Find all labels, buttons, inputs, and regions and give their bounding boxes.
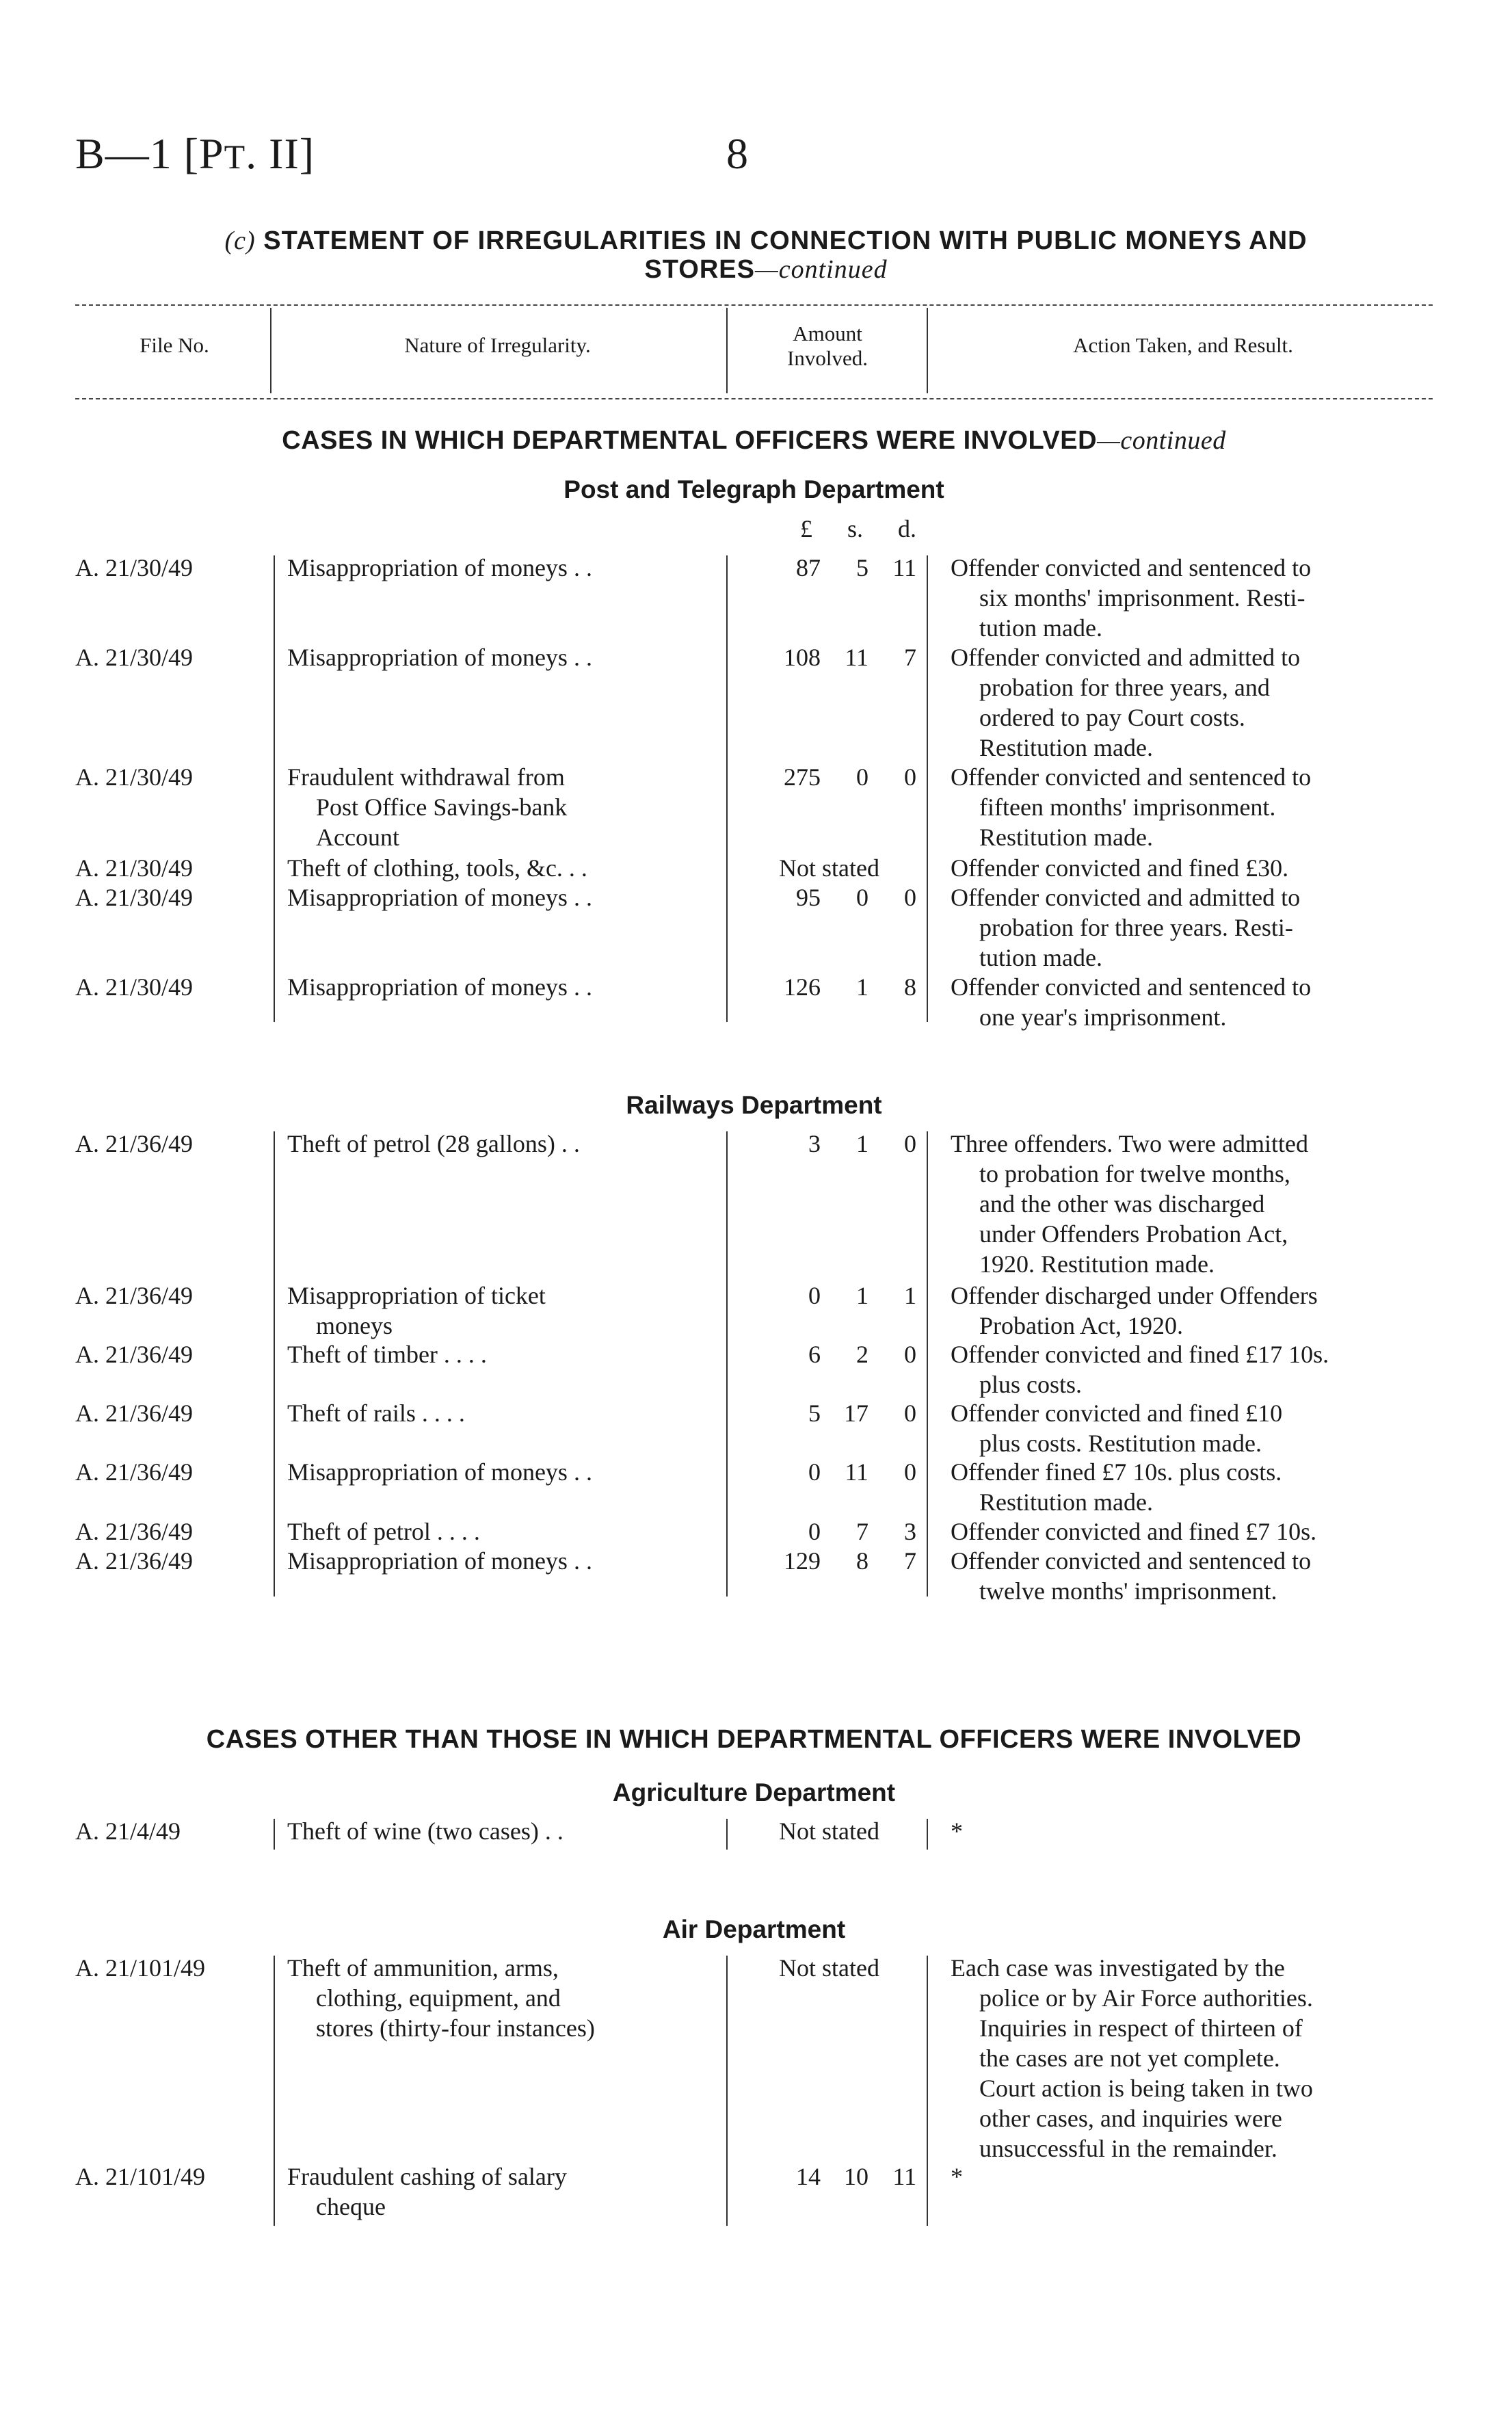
action-taken (951, 2161, 1436, 2192)
amount-involved (742, 1280, 916, 1311)
action-line: Offender convicted and fined £7 10s. (951, 1518, 1317, 1545)
action-line: * (951, 2163, 963, 2190)
action-line: police or by Air Force authorities. (979, 1984, 1313, 2012)
irregularity-nature (287, 1953, 711, 2043)
action-line: Court action is being taken in two (979, 2075, 1313, 2102)
amount-pence: 1 (904, 1282, 916, 1309)
irregularity-nature (287, 1280, 711, 1341)
amount-involved (742, 1516, 916, 1547)
column-divider (927, 308, 928, 393)
irregularity-nature (287, 853, 711, 883)
action-line: ordered to pay Court costs. (979, 704, 1245, 731)
nature-line: Theft of petrol (28 gallons) . . (287, 1130, 580, 1157)
column-header-amount: Amount Involved. (787, 321, 868, 370)
nature-line: Account (316, 824, 399, 851)
action-line: Three offenders. Two were admitted (951, 1130, 1308, 1157)
nature-line: moneys (316, 1312, 393, 1339)
amount-pounds: 108 (784, 644, 821, 671)
amount-lsd (759, 1339, 916, 1369)
amount-lsd (759, 1546, 916, 1576)
department-heading-agriculture: Agriculture Department (612, 1778, 896, 1806)
amount-pence: 0 (904, 1399, 916, 1427)
action-line: Restitution made. (979, 734, 1153, 761)
action-line: under Offenders Probation Act, (979, 1220, 1288, 1248)
amount-involved (742, 553, 916, 583)
action-line: the cases are not yet complete. (979, 2045, 1280, 2072)
amount-lsd (759, 2161, 916, 2192)
department-heading-railways: Railways Department (626, 1091, 882, 1119)
column-header-action: Action Taken, and Result. (1073, 333, 1293, 357)
column-divider (726, 555, 728, 1022)
amount-shillings: 5 (856, 554, 868, 581)
action-line: twelve months' imprisonment. (979, 1577, 1277, 1605)
action-taken (951, 1953, 1436, 2164)
nature-line: Misappropriation of moneys . . (287, 644, 592, 671)
nature-line: Theft of rails . . . . (287, 1399, 465, 1427)
amount-involved (742, 762, 916, 792)
action-taken (951, 853, 1436, 883)
action-line: probation for three years, and (979, 674, 1270, 701)
amount-pounds: 14 (796, 2163, 821, 2190)
amount-shillings: 0 (856, 884, 868, 911)
action-line: Offender discharged under Offenders (951, 1282, 1318, 1309)
amount-involved (742, 642, 916, 672)
amount-pence: 7 (904, 1547, 916, 1575)
action-line: tution made. (979, 614, 1102, 642)
action-line: Offender convicted and sentenced to (951, 763, 1312, 791)
action-line: tution made. (979, 944, 1102, 971)
irregularity-nature (287, 972, 711, 1002)
irregularity-nature (287, 762, 711, 852)
amount-involved (742, 972, 916, 1002)
nature-line: Theft of timber . . . . (287, 1341, 487, 1368)
action-line: Inquiries in respect of thirteen of (979, 2014, 1303, 2042)
nature-line: Misappropriation of ticket (287, 1282, 546, 1309)
file-number: A. 21/36/49 (75, 1399, 194, 1427)
irregularity-nature (287, 553, 711, 583)
amount-involved (742, 1457, 916, 1487)
action-line: Offender convicted and sentenced to (951, 973, 1312, 1001)
nature-line: Fraudulent cashing of salary (287, 2163, 567, 2190)
nature-line: Theft of petrol . . . . (287, 1518, 480, 1545)
amount-pence: 8 (904, 973, 916, 1001)
irregularity-nature (287, 1398, 711, 1428)
irregularity-nature (287, 1339, 711, 1369)
pence-label: d. (897, 515, 916, 542)
amount-pounds: 95 (796, 884, 821, 911)
amount-involved (742, 1339, 916, 1369)
file-number: A. 21/30/49 (75, 554, 194, 581)
header-rule-bottom (75, 398, 1433, 399)
column-divider (274, 555, 275, 1022)
amount-pounds: 5 (808, 1399, 821, 1427)
action-line: Offender convicted and sentenced to (951, 1547, 1312, 1575)
amount-shillings: 1 (856, 973, 868, 1001)
amount-pence: 0 (904, 1341, 916, 1368)
amount-pence: 3 (904, 1518, 916, 1545)
column-divider (927, 1956, 928, 2226)
nature-line: Misappropriation of moneys . . (287, 1547, 592, 1575)
action-line: Each case was investigated by the (951, 1954, 1285, 1982)
amount-shillings: 2 (856, 1341, 868, 1368)
action-line: plus costs. (979, 1371, 1083, 1398)
column-divider (927, 1131, 928, 1596)
nature-line: cheque (316, 2193, 386, 2220)
action-line: Offender fined £7 10s. plus costs. (951, 1458, 1282, 1486)
amount-pounds: 0 (808, 1458, 821, 1486)
irregularity-nature (287, 642, 711, 672)
amount-pounds: 0 (808, 1282, 821, 1309)
action-line: other cases, and inquiries were (979, 2105, 1282, 2132)
section-heading-departmental: CASES IN WHICH DEPARTMENTAL OFFICERS WERE INVOLVED—continued (282, 426, 1226, 455)
nature-line: Post Office Savings-bank (316, 793, 568, 821)
amount-involved (742, 1546, 916, 1576)
action-line: Restitution made. (979, 824, 1153, 851)
action-line: fifteen months' imprisonment. (979, 793, 1276, 821)
amount-pence: 7 (904, 644, 916, 671)
amount-involved (742, 882, 916, 912)
header-rule-top (75, 304, 1433, 306)
amount-lsd (759, 762, 916, 792)
amount-pounds: 275 (784, 763, 821, 791)
section-heading-other: CASES OTHER THAN THOSE IN WHICH DEPARTMENTAL OFFICERS WERE INVOLVED (206, 1725, 1302, 1754)
amount-lsd (759, 553, 916, 583)
amount-shillings: 1 (856, 1282, 868, 1309)
nature-line: Theft of wine (two cases) . . (287, 1817, 563, 1845)
amount-pounds: 129 (784, 1547, 821, 1575)
action-taken (951, 1280, 1436, 1341)
nature-line: Misappropriation of moneys . . (287, 554, 592, 581)
column-header-nature: Nature of Irregularity. (404, 333, 591, 357)
amount-lsd (759, 882, 916, 912)
nature-line: Fraudulent withdrawal from (287, 763, 565, 791)
action-line: Probation Act, 1920. (979, 1312, 1183, 1339)
action-taken (951, 1516, 1436, 1547)
file-number: A. 21/36/49 (75, 1547, 194, 1575)
amount-shillings: 11 (845, 644, 868, 671)
amount-shillings: 11 (845, 1458, 868, 1486)
action-taken (951, 553, 1436, 643)
amount-pounds: 0 (808, 1518, 821, 1545)
file-number: A. 21/36/49 (75, 1130, 194, 1157)
column-divider (274, 1819, 275, 1850)
file-number: A. 21/30/49 (75, 644, 194, 671)
action-line: six months' imprisonment. Resti- (979, 584, 1305, 612)
irregularity-nature (287, 1129, 711, 1159)
action-taken (951, 1816, 1436, 1846)
action-line: Offender convicted and admitted to (951, 644, 1301, 671)
irregularity-nature (287, 1457, 711, 1487)
action-line: to probation for twelve months, (979, 1160, 1290, 1187)
action-line: Offender convicted and fined £10 (951, 1399, 1283, 1427)
department-heading-air: Air Department (662, 1915, 846, 1943)
amount-involved: Not stated (779, 1954, 879, 1982)
amount-pence: 0 (904, 763, 916, 791)
action-line: plus costs. Restitution made. (979, 1430, 1262, 1457)
amount-pence: 11 (892, 2163, 916, 2190)
amount-lsd (759, 1129, 916, 1159)
shilling-label: s. (847, 515, 863, 542)
nature-line: clothing, equipment, and (316, 1984, 561, 2012)
action-line: one year's imprisonment. (979, 1003, 1227, 1031)
amount-pounds: 87 (796, 554, 821, 581)
action-taken (951, 972, 1436, 1032)
column-header-file: File No. (140, 333, 209, 357)
action-line: Offender convicted and sentenced to (951, 554, 1312, 581)
amount-involved (742, 1398, 916, 1428)
amount-involved: Not stated (779, 1817, 879, 1845)
file-number: A. 21/4/49 (75, 1817, 181, 1845)
column-divider (726, 1131, 728, 1596)
file-number: A. 21/36/49 (75, 1341, 194, 1368)
column-divider (274, 1131, 275, 1596)
action-taken (951, 1457, 1436, 1517)
amount-pence: 0 (904, 1130, 916, 1157)
file-number: A. 21/36/49 (75, 1282, 194, 1309)
amount-pence: 0 (904, 884, 916, 911)
nature-line: Theft of ammunition, arms, (287, 1954, 559, 1982)
column-divider (274, 1956, 275, 2226)
amount-pounds: 126 (784, 973, 821, 1001)
document-reference: B—1 [PT. II] (75, 129, 315, 178)
action-line: 1920. Restitution made. (979, 1250, 1215, 1278)
amount-involved: Not stated (779, 854, 879, 882)
amount-lsd (759, 1280, 916, 1311)
amount-lsd (759, 972, 916, 1002)
file-number: A. 21/36/49 (75, 1458, 194, 1486)
action-taken (951, 1129, 1436, 1279)
amount-pence: 0 (904, 1458, 916, 1486)
nature-line: Theft of clothing, tools, &c. . . (287, 854, 587, 882)
statement-title-line2: STORES—continued (644, 255, 888, 284)
statement-title-line1: (c) STATEMENT OF IRREGULARITIES IN CONNECTION WITH PUBLIC MONEYS AND (224, 226, 1308, 255)
column-divider (726, 308, 728, 393)
action-line: and the other was discharged (979, 1190, 1265, 1218)
action-line: Offender convicted and admitted to (951, 884, 1301, 911)
action-line: Offender convicted and fined £30. (951, 854, 1289, 882)
irregularity-nature (287, 882, 711, 912)
action-line: Restitution made. (979, 1488, 1153, 1516)
amount-lsd (759, 1457, 916, 1487)
amount-lsd (759, 1516, 916, 1547)
column-divider (270, 308, 271, 393)
action-taken (951, 762, 1436, 852)
amount-involved (742, 2161, 916, 2192)
action-taken (951, 1398, 1436, 1458)
nature-line: stores (thirty-four instances) (316, 2014, 595, 2042)
column-divider (927, 1819, 928, 1850)
file-number: A. 21/30/49 (75, 884, 194, 911)
amount-shillings: 7 (856, 1518, 868, 1545)
amount-shillings: 1 (856, 1130, 868, 1157)
amount-lsd (759, 1398, 916, 1428)
action-taken (951, 1546, 1436, 1606)
column-divider (927, 555, 928, 1022)
file-number: A. 21/30/49 (75, 763, 194, 791)
file-number: A. 21/36/49 (75, 1518, 194, 1545)
action-taken (951, 882, 1436, 973)
file-number: A. 21/30/49 (75, 854, 194, 882)
amount-involved (742, 1129, 916, 1159)
action-taken (951, 642, 1436, 763)
action-line: unsuccessful in the remainder. (979, 2135, 1277, 2162)
file-number: A. 21/101/49 (75, 2163, 206, 2190)
file-number: A. 21/101/49 (75, 1954, 206, 1982)
amount-lsd (759, 642, 916, 672)
amount-shillings: 0 (856, 763, 868, 791)
amount-pounds: 6 (808, 1341, 821, 1368)
nature-line: Misappropriation of moneys . . (287, 973, 592, 1001)
file-number: A. 21/30/49 (75, 973, 194, 1001)
action-line: probation for three years. Resti- (979, 914, 1293, 941)
amount-pounds: 3 (808, 1130, 821, 1157)
amount-shillings: 8 (856, 1547, 868, 1575)
irregularity-nature (287, 2161, 711, 2222)
action-taken (951, 1339, 1436, 1399)
department-heading-post-telegraph: Post and Telegraph Department (563, 475, 944, 503)
action-line: Offender convicted and fined £17 10s. (951, 1341, 1329, 1368)
amount-shillings: 10 (844, 2163, 868, 2190)
amount-shillings: 17 (844, 1399, 868, 1427)
page-number: 8 (726, 129, 748, 178)
column-divider (726, 1819, 728, 1850)
irregularity-nature (287, 1546, 711, 1576)
irregularity-nature (287, 1516, 711, 1547)
currency-header (752, 514, 916, 543)
nature-line: Misappropriation of moneys . . (287, 1458, 592, 1486)
pound-label: £ (800, 515, 812, 542)
action-line: * (951, 1817, 963, 1845)
irregularity-nature (287, 1816, 711, 1846)
nature-line: Misappropriation of moneys . . (287, 884, 592, 911)
column-divider (726, 1956, 728, 2226)
amount-pence: 11 (892, 554, 916, 581)
